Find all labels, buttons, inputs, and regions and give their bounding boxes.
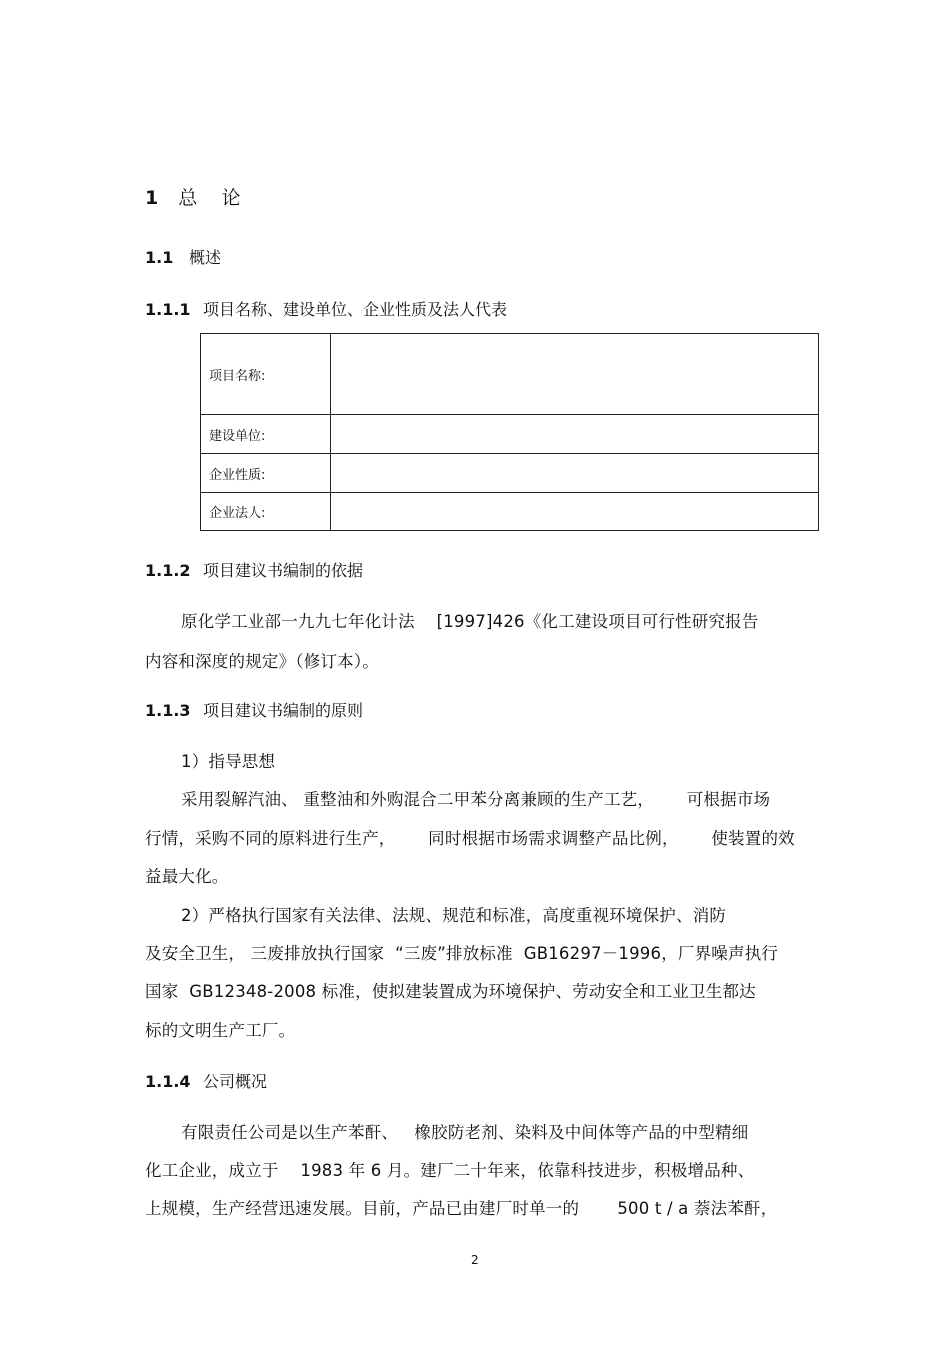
paragraph-line: 化工企业，成立于 1983 年 6 月。建厂二十年来，依靠科技进步，积极增品种、	[145, 1161, 755, 1180]
paragraph-line: 内容和深度的规定》（修订本）。	[145, 652, 379, 671]
section-number: 1.1.3	[145, 701, 191, 720]
section-number: 1.1.4	[145, 1072, 191, 1091]
heading-1-title: 总 论	[178, 187, 241, 209]
page-number: 2	[471, 1253, 479, 1267]
section-1-1-2-heading	[145, 558, 363, 581]
heading-2	[145, 245, 221, 268]
table-row	[201, 334, 819, 415]
paragraph-line: 采用裂解汽油、 重整油和外购混合二甲苯分离兼顾的生产工艺， 可根据市场	[181, 790, 771, 809]
table-row	[201, 454, 819, 493]
paragraph-line: 2）严格执行国家有关法律、法规、规范和标准，高度重视环境保护、消防	[181, 906, 727, 925]
section-number: 1.1.2	[145, 561, 191, 580]
section-title: 项目名称、建设单位、企业性质及法人代表	[203, 300, 508, 319]
table-row	[201, 415, 819, 454]
row-value	[331, 334, 819, 415]
heading-1-number: 1	[145, 187, 159, 209]
section-title: 项目建议书编制的依据	[203, 561, 364, 580]
heading-1	[145, 183, 240, 210]
paragraph-line: 行情，采购不同的原料进行生产， 同时根据市场需求调整产品比例， 使装置的效	[145, 829, 795, 848]
heading-2-number: 1.1	[145, 248, 174, 267]
section-number: 1.1.1	[145, 300, 191, 319]
section-title: 项目建议书编制的原则	[203, 701, 364, 720]
paragraph-line: 标的文明生产工厂。	[145, 1021, 296, 1040]
paragraph-line: 原化学工业部一九九七年化计法 [1997]426《化工建设项目可行性研究报告	[181, 612, 759, 631]
heading-2-title: 概述	[189, 248, 222, 267]
list-item-heading: 1）指导思想	[181, 752, 276, 771]
row-label: 企业性质:	[201, 454, 331, 493]
row-label: 企业法人:	[201, 493, 331, 531]
row-label: 建设单位:	[201, 415, 331, 454]
section-title: 公司概况	[203, 1072, 268, 1091]
paragraph-line: 国家 GB12348-2008 标准，使拟建装置成为环境保护、劳动安全和工业卫生都达	[145, 982, 756, 1001]
section-1-1-4-heading	[145, 1069, 267, 1092]
paragraph-line: 上规模，生产经营迅速发展。目前，产品已由建厂时单一的 500 t / a 萘法苯酐，	[145, 1199, 778, 1218]
table-row	[201, 493, 819, 531]
project-info-table	[200, 333, 819, 531]
row-value	[331, 454, 819, 493]
paragraph-line: 益最大化。	[145, 867, 229, 886]
row-value	[331, 493, 819, 531]
paragraph-line: 有限责任公司是以生产苯酐、 橡胶防老剂、染料及中间体等产品的中型精细	[181, 1123, 749, 1142]
section-1-1-1-heading	[145, 297, 507, 320]
paragraph-line: 及安全卫生， 三废排放执行国家 “三废”排放标准 GB16297－1996，厂界噪声执行	[145, 944, 779, 963]
row-value	[331, 415, 819, 454]
section-1-1-3-heading	[145, 698, 363, 721]
row-label: 项目名称:	[201, 334, 331, 415]
